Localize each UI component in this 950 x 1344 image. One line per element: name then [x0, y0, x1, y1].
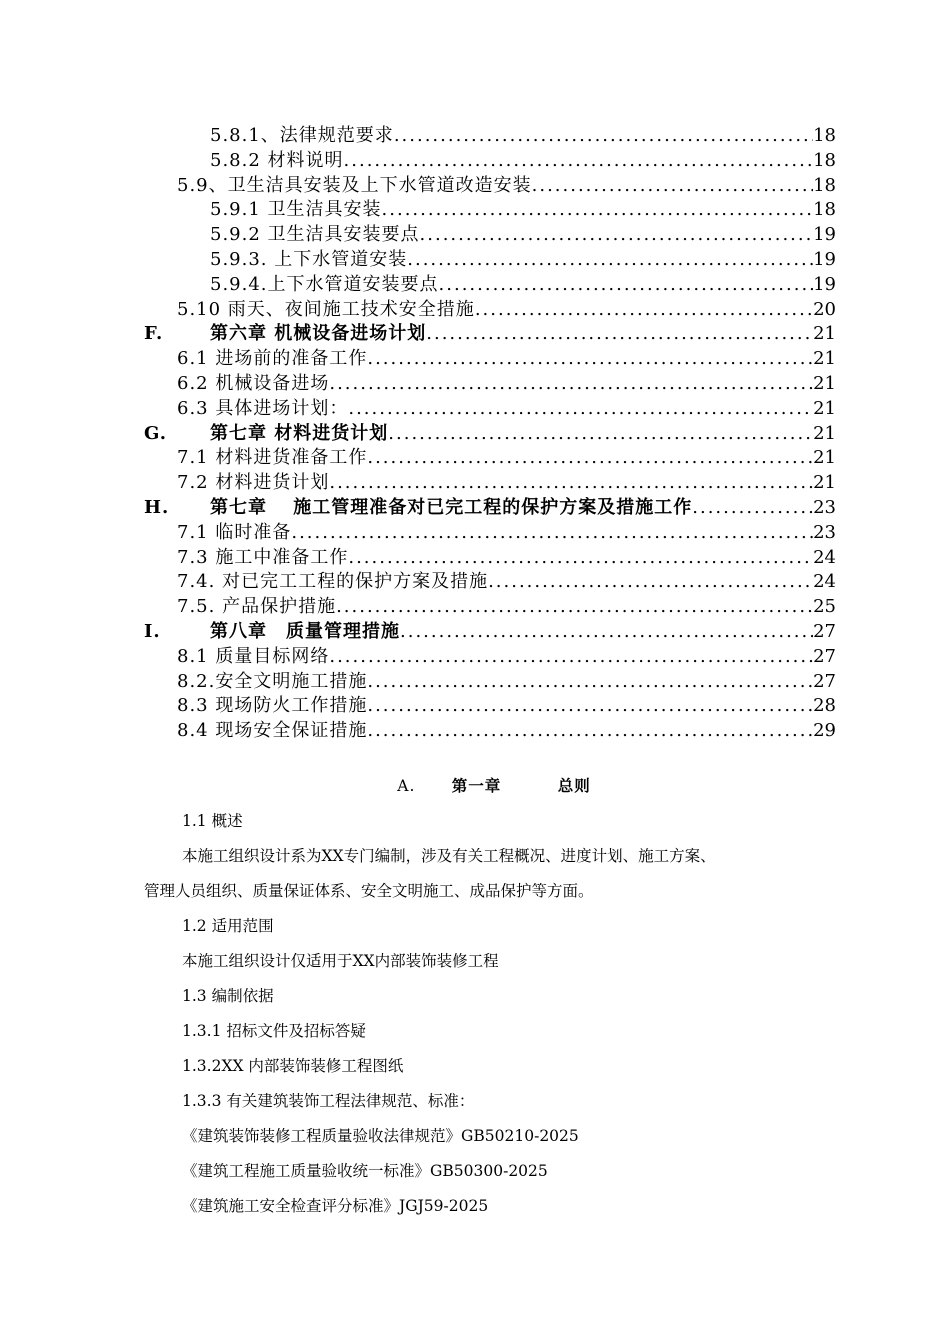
toc-entry[interactable] — [144, 595, 836, 620]
paragraph: 1.2 适用范围 — [182, 917, 274, 935]
paragraph: 1.3.1 招标文件及招标答疑 — [182, 1022, 366, 1040]
table-of-contents — [144, 124, 836, 744]
toc-leader-dots — [329, 471, 813, 496]
toc-entry-page: 23 — [813, 521, 836, 543]
toc-entry-page: 23 — [813, 496, 836, 518]
toc-entry-page: 27 — [813, 645, 836, 667]
toc-entry-page: 21 — [813, 372, 836, 394]
toc-entry-title: 第七章 材料进货计划 — [210, 422, 389, 444]
toc-leader-dots — [400, 620, 813, 645]
toc-leader-dots — [394, 124, 813, 149]
toc-leader-dots — [329, 645, 813, 670]
toc-entry-title: 7.2 材料进货计划 — [177, 472, 330, 494]
toc-entry-title: 5.9.1 卫生洁具安装 — [210, 199, 382, 221]
toc-leader-dots — [344, 149, 814, 174]
paragraph: 1.1 概述 — [182, 812, 243, 830]
toc-leader-dots — [420, 223, 814, 248]
paragraph: 《建筑装饰装修工程质量验收法律规范》GB50210-2025 — [182, 1127, 579, 1145]
toc-entry[interactable] — [144, 248, 836, 273]
toc-entry[interactable] — [144, 422, 836, 447]
toc-entry[interactable] — [144, 347, 836, 372]
toc-leader-dots — [367, 446, 813, 471]
toc-entry-page: 25 — [813, 596, 836, 618]
toc-entry-marker: I. — [144, 620, 161, 642]
toc-leader-dots — [367, 670, 813, 695]
toc-entry-title: 5.8.1、法律规范要求 — [210, 125, 394, 146]
toc-entry-title: 5.9.4.上下水管道安装要点 — [210, 273, 439, 295]
toc-entry-title: 7.5. 产品保护措施 — [177, 596, 337, 618]
toc-entry-title: 6.2 机械设备进场 — [177, 372, 330, 394]
toc-entry-title: 8.1 质量目标网络 — [177, 645, 330, 667]
toc-entry-title: 7.3 施工中准备工作 — [177, 546, 349, 568]
toc-leader-dots — [439, 273, 814, 298]
toc-entry[interactable] — [144, 174, 836, 199]
toc-leader-dots — [291, 521, 813, 546]
toc-leader-dots — [532, 174, 813, 199]
toc-entry-title: 7.1 材料进货准备工作 — [177, 447, 368, 469]
toc-leader-dots — [475, 298, 813, 323]
toc-entry-marker: F. — [144, 323, 164, 345]
toc-leader-dots — [488, 570, 813, 595]
toc-entry-page: 21 — [813, 447, 836, 469]
document-body — [144, 768, 844, 1224]
toc-entry-page: 18 — [813, 125, 836, 146]
paragraph: 本施工组织设计系为XX专门编制，涉及有关工程概况、进度计划、施工方案、 — [182, 847, 716, 865]
toc-entry[interactable] — [144, 719, 836, 744]
chapter-letter: A. — [397, 777, 416, 795]
toc-entry[interactable] — [144, 273, 836, 298]
toc-entry-title: 6.3 具体进场计划： — [177, 397, 349, 419]
toc-entry[interactable] — [144, 694, 836, 719]
toc-entry[interactable] — [144, 471, 836, 496]
toc-entry-page: 21 — [813, 472, 836, 494]
toc-entry-page: 27 — [813, 670, 836, 692]
toc-leader-dots — [388, 422, 813, 447]
toc-entry-page: 18 — [813, 174, 836, 196]
toc-entry-page: 19 — [813, 273, 836, 295]
toc-entry-title: 第七章 施工管理准备对已完工程的保护方案及措施工作 — [210, 496, 693, 518]
toc-entry[interactable] — [144, 198, 836, 223]
toc-entry[interactable] — [144, 298, 836, 323]
toc-entry-title: 5.10 雨天、夜间施工技术安全措施 — [177, 298, 475, 320]
toc-entry-title: 第六章 机械设备进场计划 — [210, 323, 427, 345]
toc-leader-dots — [329, 372, 813, 397]
toc-entry[interactable] — [144, 223, 836, 248]
toc-entry-page: 19 — [813, 224, 836, 246]
paragraph: 1.3.3 有关建筑装饰工程法律规范、标准： — [182, 1092, 475, 1110]
paragraph-list — [144, 804, 844, 1224]
toc-entry-title: 第八章 质量管理措施 — [210, 620, 400, 642]
paragraph: 本施工组织设计仅适用于XX内部装饰装修工程 — [182, 952, 499, 970]
toc-entry[interactable] — [144, 546, 836, 571]
toc-leader-dots — [692, 496, 813, 521]
toc-entry[interactable] — [144, 521, 836, 546]
toc-entry-title: 8.4 现场安全保证措施 — [177, 720, 368, 742]
toc-entry-title: 5.9.3. 上下水管道安装 — [210, 248, 408, 270]
toc-entry-page: 27 — [813, 620, 836, 642]
paragraph: 《建筑工程施工质量验收统一标准》GB50300-2025 — [182, 1162, 548, 1180]
toc-entry[interactable] — [144, 397, 836, 422]
toc-leader-dots — [367, 719, 813, 744]
paragraph: 《建筑施工安全检查评分标准》JGJ59-2025 — [182, 1197, 489, 1215]
toc-entry[interactable] — [144, 372, 836, 397]
toc-entry-page: 19 — [813, 248, 836, 270]
toc-entry-page: 21 — [813, 348, 836, 370]
toc-leader-dots — [336, 595, 813, 620]
toc-leader-dots — [426, 322, 813, 347]
toc-entry-page: 21 — [813, 397, 836, 419]
toc-entry-page: 24 — [813, 546, 836, 568]
toc-entry-title: 5.9、卫生洁具安装及上下水管道改造安装 — [177, 174, 532, 196]
toc-leader-dots — [382, 198, 814, 223]
toc-entry-page: 24 — [813, 571, 836, 593]
toc-entry[interactable] — [144, 645, 836, 670]
toc-entry-title: 8.3 现场防火工作措施 — [177, 695, 368, 717]
toc-entry-page: 21 — [813, 422, 836, 444]
toc-leader-dots — [367, 694, 813, 719]
paragraph: 管理人员组织、质量保证体系、安全文明施工、成品保护等方面。 — [144, 882, 594, 900]
toc-entry[interactable] — [144, 446, 836, 471]
toc-entry[interactable] — [144, 570, 836, 595]
toc-leader-dots — [348, 546, 813, 571]
toc-entry-page: 20 — [813, 298, 836, 320]
toc-entry-page: 28 — [813, 695, 836, 717]
toc-entry[interactable] — [144, 496, 836, 521]
toc-entry-page: 29 — [813, 720, 836, 742]
paragraph: 1.3 编制依据 — [182, 987, 274, 1005]
toc-entry-page: 18 — [813, 149, 836, 171]
toc-entry[interactable] — [144, 124, 836, 149]
paragraph: 1.3.2XX 内部装饰装修工程图纸 — [182, 1057, 404, 1075]
toc-entry-page: 21 — [813, 323, 836, 345]
toc-entry-title: 8.2.安全文明施工措施 — [177, 670, 368, 692]
toc-entry[interactable] — [144, 149, 836, 174]
toc-leader-dots — [407, 248, 813, 273]
chapter-number: 第一章 — [451, 776, 502, 795]
toc-leader-dots — [367, 347, 813, 372]
toc-entry-title: 6.1 进场前的准备工作 — [177, 348, 368, 370]
toc-entry[interactable] — [144, 322, 836, 347]
chapter-title: 总则 — [557, 776, 591, 795]
toc-entry[interactable] — [144, 670, 836, 695]
toc-entry-title: 7.1 临时准备 — [177, 521, 292, 543]
chapter-heading — [144, 768, 844, 804]
toc-leader-dots — [348, 397, 813, 422]
toc-entry-marker: H. — [144, 496, 170, 518]
toc-entry[interactable] — [144, 620, 836, 645]
toc-entry-marker: G. — [144, 422, 167, 444]
toc-entry-title: 5.9.2 卫生洁具安装要点 — [210, 224, 420, 246]
toc-entry-page: 18 — [813, 199, 836, 221]
toc-entry-title: 5.8.2 材料说明 — [210, 149, 344, 171]
toc-entry-title: 7.4. 对已完工工程的保护方案及措施 — [177, 571, 489, 593]
